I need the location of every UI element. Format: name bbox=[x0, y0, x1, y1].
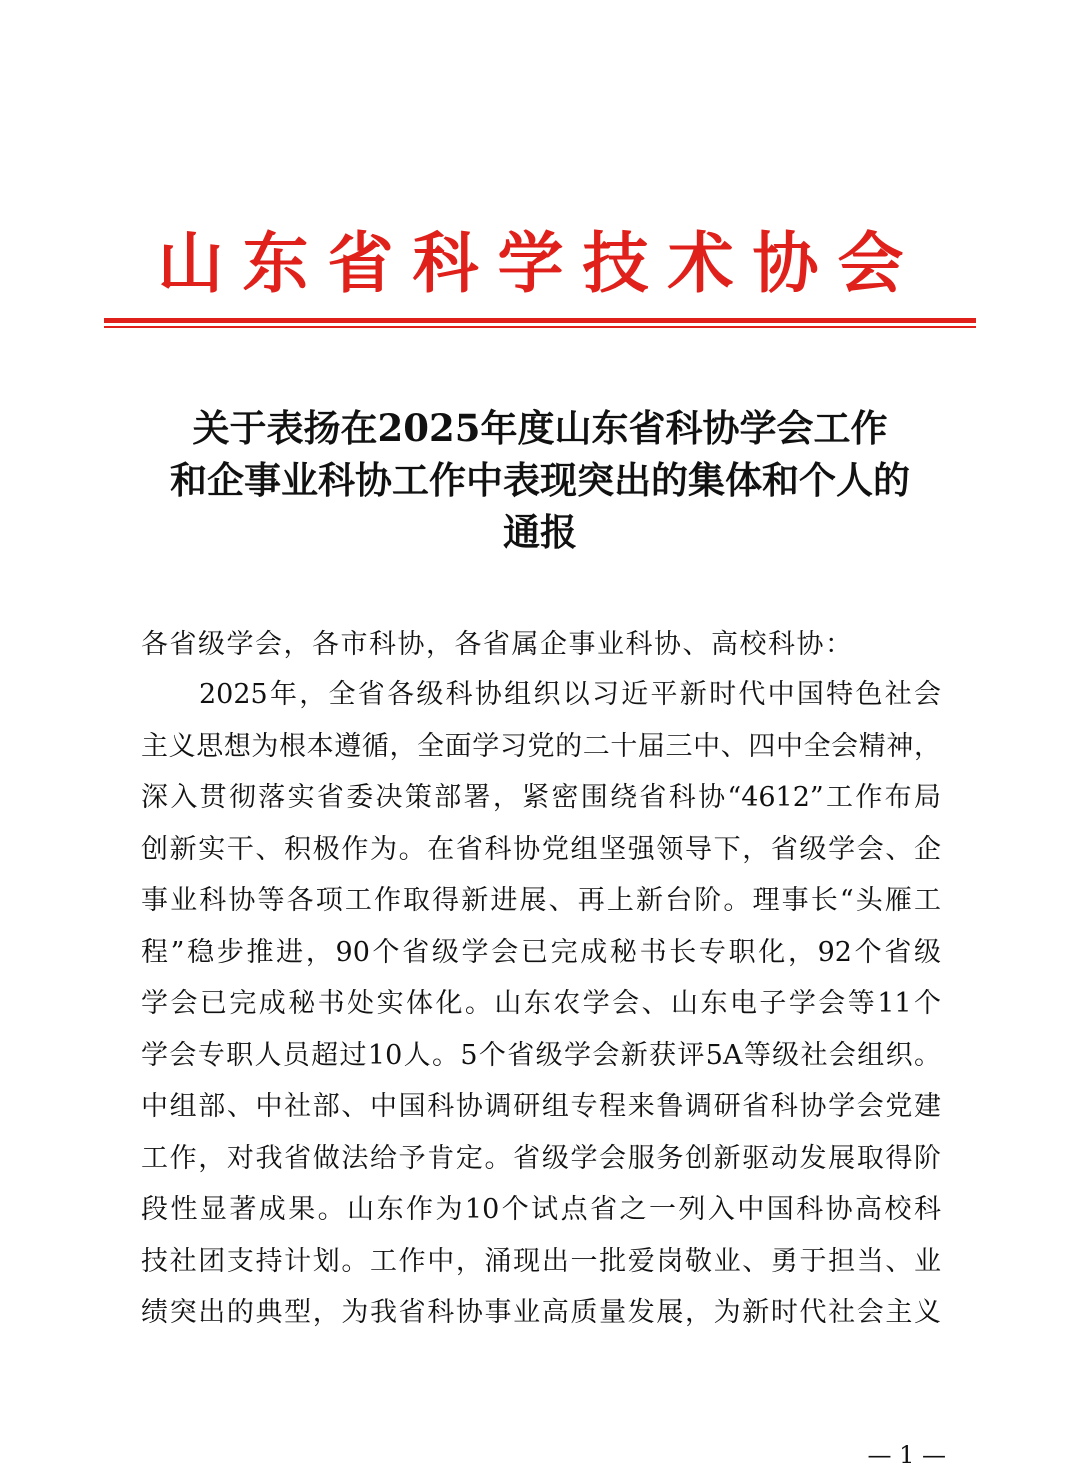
body-line: 深入贯彻落实省委决策部署，紧密围绕省科协“4612”工作布局 bbox=[141, 782, 941, 813]
title-line-3: 通报 bbox=[503, 510, 577, 554]
page-number: — 1 — bbox=[867, 1441, 946, 1469]
title-line-1: 关于表扬在2025年度山东省科协学会工作 bbox=[192, 406, 888, 450]
body-line: 绩突出的典型，为我省科协事业高质量发展，为新时代社会主义 bbox=[141, 1297, 941, 1328]
body-paragraph bbox=[141, 669, 941, 1339]
body-line: 主义思想为根本遵循，全面学习党的二十届三中、四中全会精神， bbox=[141, 730, 941, 762]
body-line: 创新实干、积极作为。在省科协党组坚强领导下，省级学会、企 bbox=[141, 833, 941, 865]
body-line: 中组部、中社部、中国科协调研组专程来鲁调研省科协学会党建 bbox=[141, 1091, 941, 1122]
document-title bbox=[104, 402, 976, 558]
body-line: 段性显著成果。山东作为10个试点省之一列入中国科协高校科 bbox=[141, 1194, 941, 1225]
body-line: 学会已完成秘书处实体化。山东农学会、山东电子学会等11个 bbox=[141, 988, 941, 1019]
body-line: 技社团支持计划。工作中，涌现出一批爱岗敬业、勇于担当、业 bbox=[141, 1245, 941, 1277]
salutation: 各省级学会，各市科协，各省属企事业科协、高校科协： bbox=[141, 629, 854, 660]
body-line: 程”稳步推进，90个省级学会已完成秘书长专职化，92个省级 bbox=[141, 936, 941, 968]
body-line: 事业科协等各项工作取得新进展、再上新台阶。理事长“头雁工 bbox=[141, 885, 941, 916]
body-line: 工作，对我省做法给予肯定。省级学会服务创新驱动发展取得阶 bbox=[141, 1142, 941, 1174]
red-divider-thin bbox=[104, 326, 976, 328]
organization-header: 山东省科学技术协会 bbox=[157, 224, 923, 302]
title-line-2: 和企事业科协工作中表现突出的集体和个人的 bbox=[170, 458, 910, 502]
body-line: 学会专职人员超过10人。5个省级学会新获评5A等级社会组织。 bbox=[141, 1039, 941, 1071]
body-line: 2025年，全省各级科协组织以习近平新时代中国特色社会 bbox=[199, 679, 941, 710]
red-divider-thick bbox=[104, 318, 976, 323]
